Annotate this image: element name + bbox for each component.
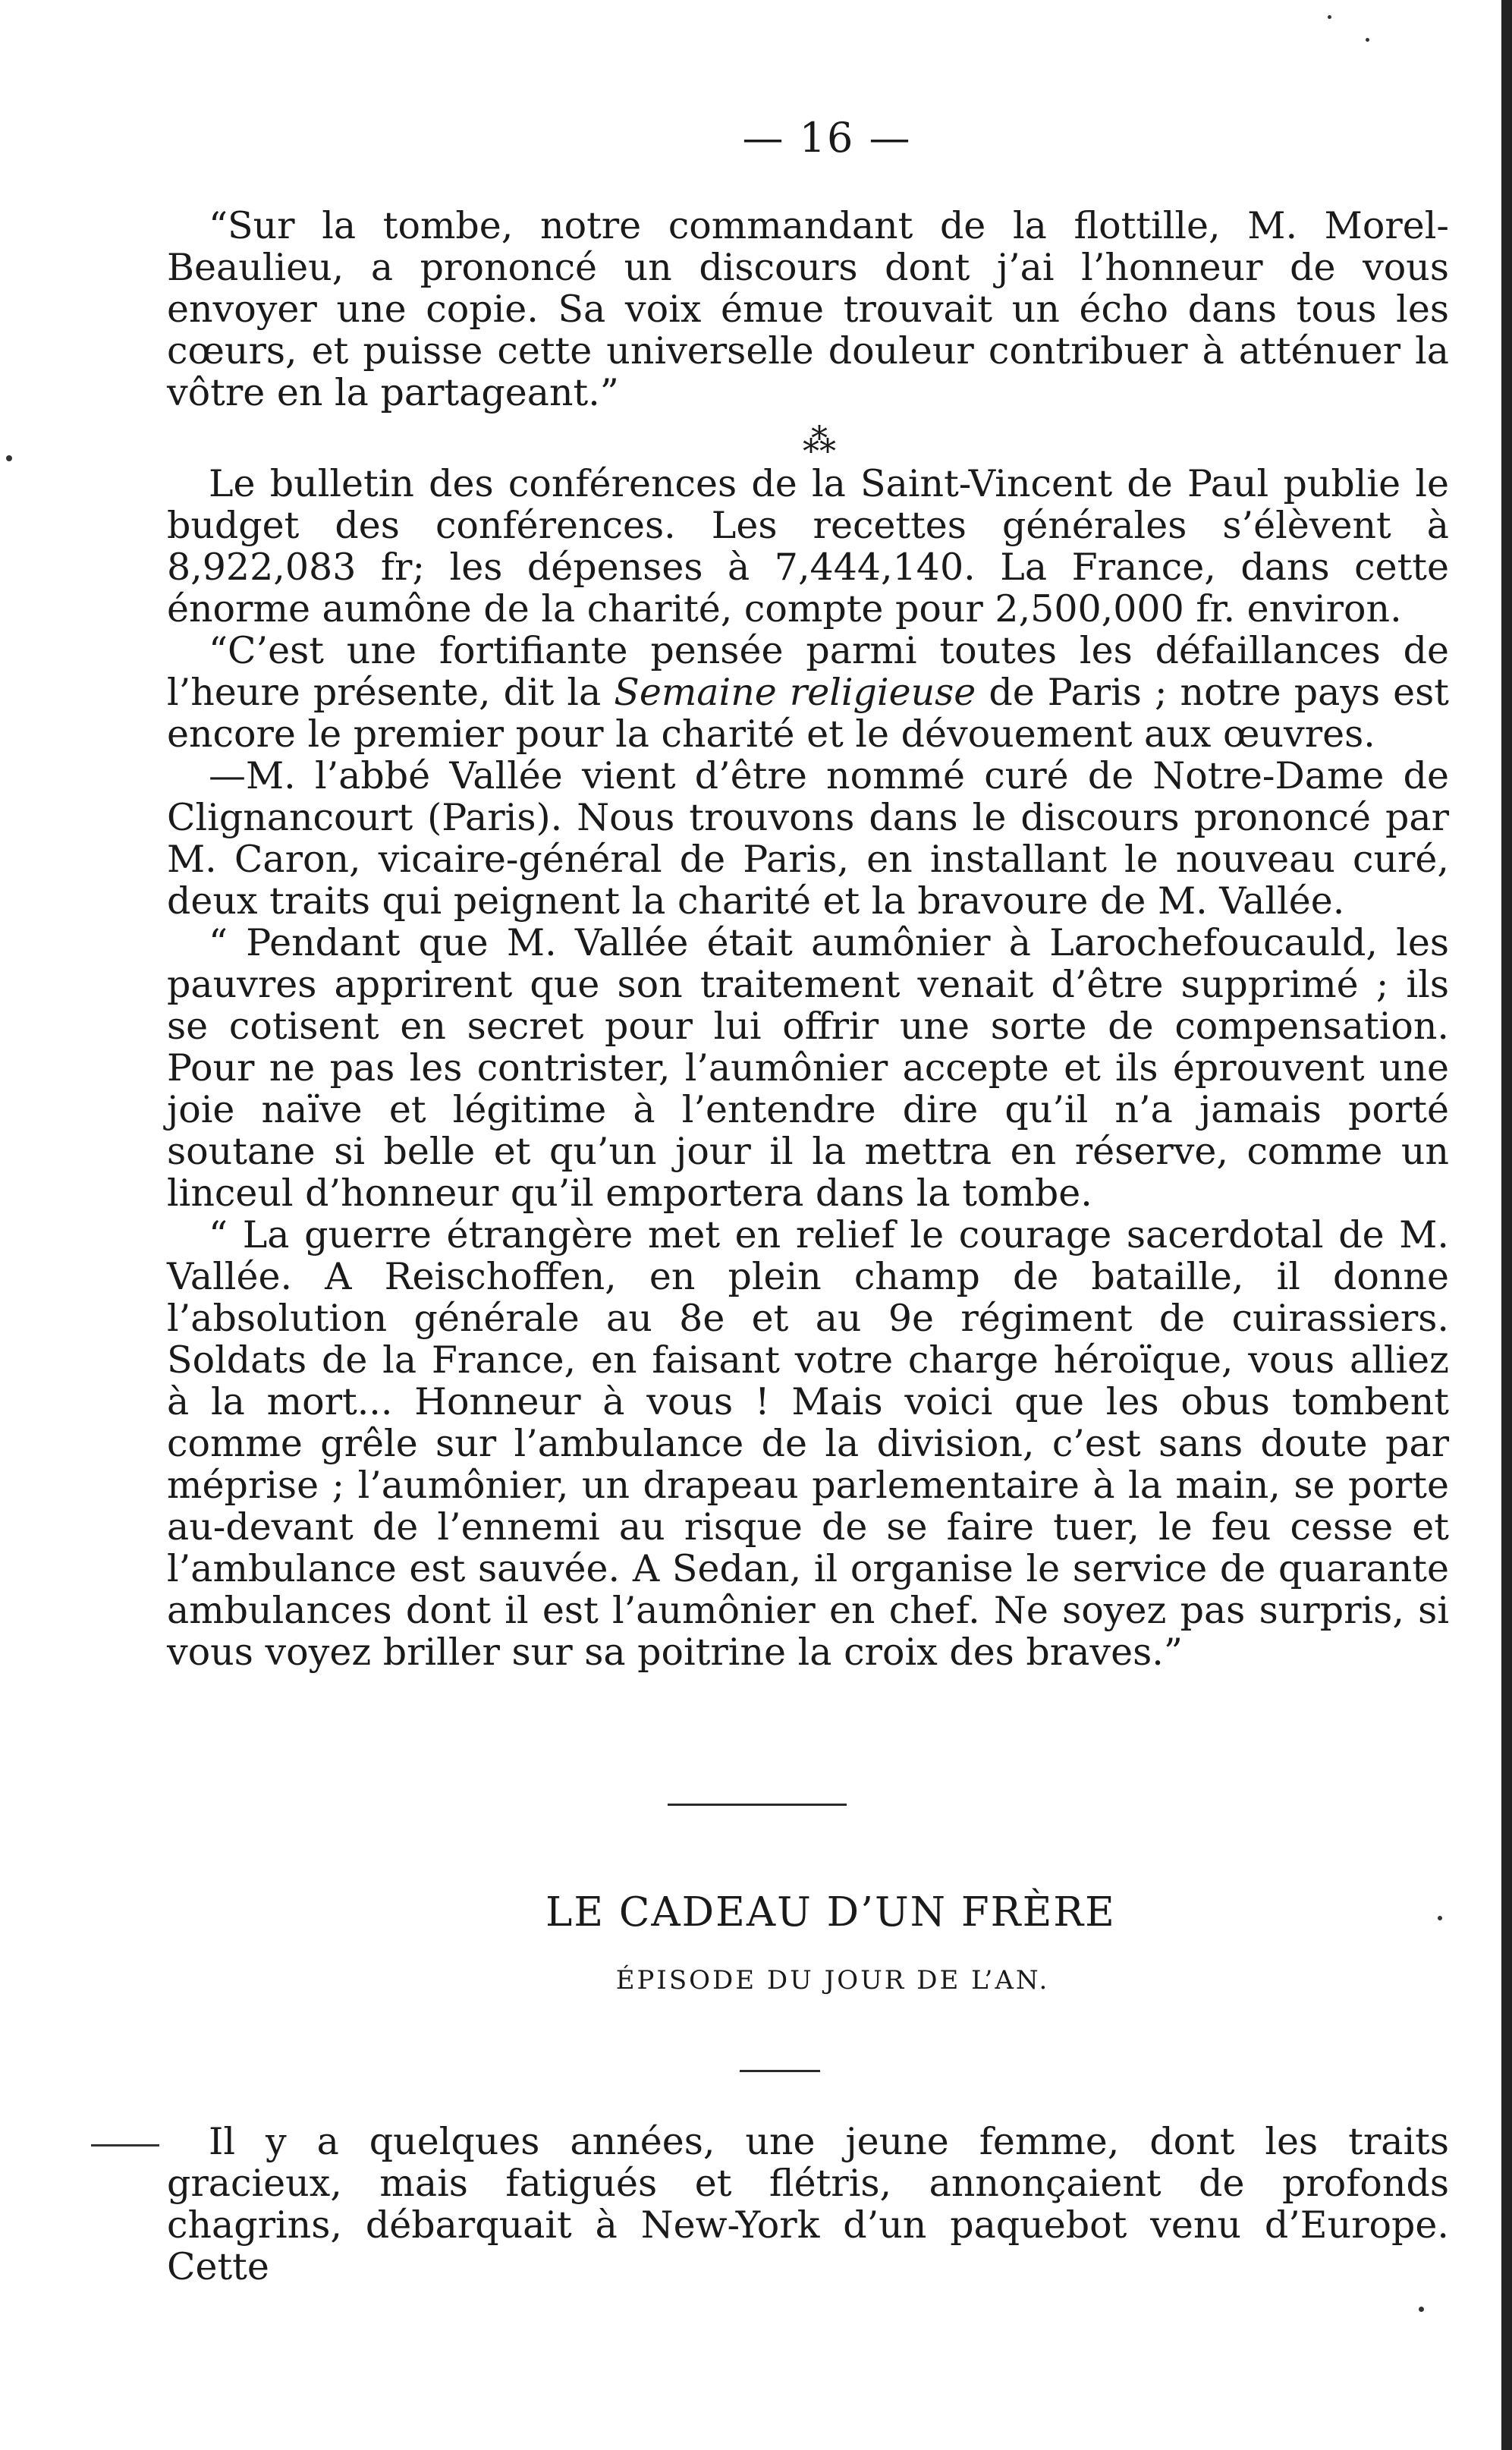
paragraph-bulletin: Le bulletin des conférences de la Saint-Vincent de Paul publie le budget des conférences. Les recettes générales s’élèvent à 8,922,083 fr; les dépenses à 7,444,140. La France, dans cette énorme aumône de la charité, compte pour 2,500,000 fr. environ. xyxy=(167,462,1449,631)
text-block-story xyxy=(167,2121,1449,2288)
separator-rule xyxy=(668,1804,847,1806)
ink-speck xyxy=(1438,1916,1442,1920)
ink-speck xyxy=(1366,38,1369,42)
pensee-text-end: de Paris ; notre pays est encore le premier pour la charité et le dévouement aux œuvres. xyxy=(167,671,1449,756)
margin-dash xyxy=(91,2144,159,2147)
paragraph-tombe: “Sur la tombe, notre commandant de la flottille, M. Morel-Beaulieu, a prononcé un discours dont j’ai l’honneur de vous envoyer une copie. Sa voix émue trouvait un écho dans tous les cœurs, et puisse cette universelle douleur contribuer à atténuer la vôtre en la partageant.” xyxy=(167,204,1449,414)
paragraph-guerre: “ La guerre étrangère met en relief le courage sacerdotal de M. Vallée. A Reischoffen, en plein champ de bataille, il donne l’absolution générale au 8e et au 9e régiment de cuirassiers. Soldats de la France, en faisant votre charge héroïque, vous alliez à la mort... Honneur à vous ! Mais voici que les obus tombent comme grêle sur l’ambulance de la division, c’est sans doute par méprise ; l’aumônier, un drapeau parlementaire à la main, se porte au-devant de l’ennemi au risque de se faire tuer, le feu cesse et l’ambulance est sauvée. A Sedan, il organise le service de quarante ambulances dont il est l’aumônier en chef. Ne soyez pas surpris, si vous voyez briller sur sa poitrine la croix des braves.” xyxy=(167,1213,1449,1674)
paragraph-pendant: “ Pendant que M. Vallée était aumônier à Larochefoucauld, les pauvres apprirent que son traitement venait d’être supprimé ; ils se cotisent en secret pour lui offrir une sorte de compensation. Pour ne pas les contrister, l’aumônier accepte et ils éprouvent une joie naïve et légitime à l’entendre dire qu’il n’a jamais porté soutane si belle et qu’un jour il la mettra en réserve, comme un linceul d’honneur qu’il emportera dans la tombe. xyxy=(167,921,1449,1215)
short-rule xyxy=(740,2070,820,2072)
paragraph-pensee xyxy=(167,630,1449,755)
page-number: — 16 — xyxy=(742,114,912,162)
asterism-separator: ⁂ xyxy=(803,422,836,461)
pensee-text-italic: Semaine religieuse xyxy=(614,671,976,714)
ink-speck xyxy=(1328,15,1331,19)
ink-speck xyxy=(6,455,12,461)
ink-speck xyxy=(1419,2307,1424,2312)
text-block-middle xyxy=(167,463,1449,1673)
text-block-top xyxy=(167,205,1449,414)
paragraph-vallee: —M. l’abbé Vallée vient d’être nommé curé de Notre-Dame de Clignancourt (Paris). Nous trouvons dans le discours prononcé par M. Caron, vicaire-général de Paris, en installant le nouveau curé, deux traits qui peignent la charité et la bravoure de M. Vallée. xyxy=(167,754,1449,923)
section-subtitle: ÉPISODE DU JOUR DE L’AN. xyxy=(615,1965,1050,1996)
pensee-text-start: “C’est une fortifiante pensée parmi toutes les défaillances de l’heure présente, dit la xyxy=(167,629,1449,714)
paragraph-story: Il y a quelques années, une jeune femme, dont les traits gracieux, mais fatigués et flétris, annonçaient de profonds chagrins, débarquait à New-York d’un paquebot venu d’Europe. Cette xyxy=(167,2120,1449,2288)
page-edge xyxy=(1501,0,1512,2450)
section-title: LE CADEAU D’UN FRÈRE xyxy=(545,1889,1116,1936)
